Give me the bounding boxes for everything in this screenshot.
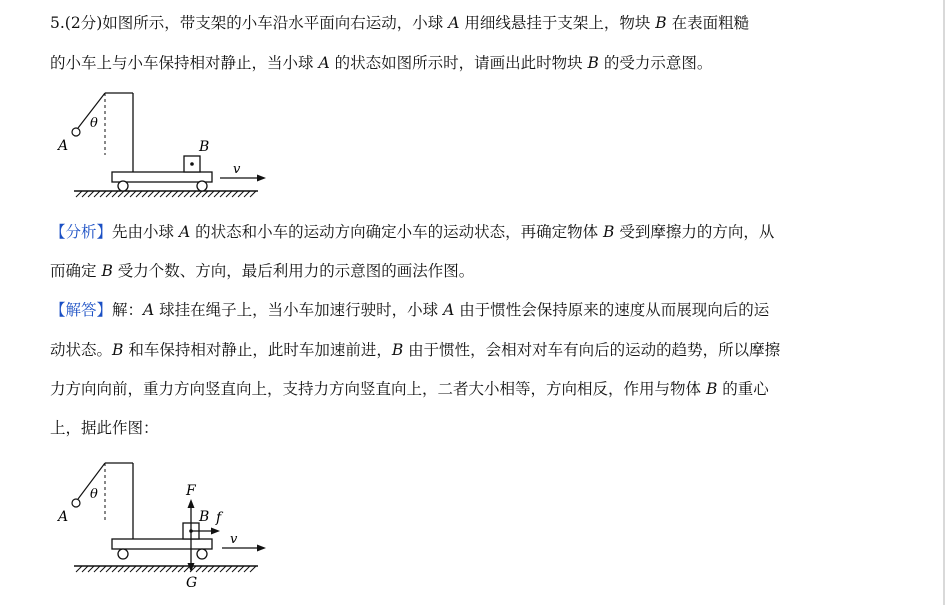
center-of-mass-dot bbox=[190, 162, 194, 166]
gravity-label: G bbox=[186, 575, 198, 591]
cart-wheel bbox=[197, 181, 207, 191]
velocity-arrow bbox=[257, 545, 266, 552]
page-edge bbox=[943, 0, 945, 605]
answer-line-4: 上，据此作图： bbox=[50, 419, 159, 437]
question-points: (2分) bbox=[64, 14, 103, 32]
answer-line-2: 动状态。B 和车保持相对静止，此时车加速前进，B 由于惯性，会相对对车有向后的运动的趋势，所以摩擦 bbox=[50, 341, 781, 359]
analysis-tag: 【分析】 bbox=[50, 223, 113, 241]
analysis-line-1: 【分析】先由小球 A 的状态和小车的运动方向确定小车的运动状态，再确定物体 B 受到摩擦力的方向，从 bbox=[50, 223, 775, 241]
ball-label: A bbox=[58, 138, 69, 154]
velocity-label: v bbox=[233, 162, 241, 177]
question-line-1: 5.(2分)如图所示，带支架的小车沿水平面向右运动，小球 A 用细线悬挂于支架上，物块 B 在表面粗糙 bbox=[50, 14, 750, 32]
ball-label: A bbox=[58, 509, 69, 525]
analysis-line-2: 而确定 B 受力个数、方向，最后利用力的示意图的画法作图。 bbox=[50, 262, 475, 280]
question-figure bbox=[50, 85, 280, 205]
cart-wheel bbox=[118, 549, 128, 559]
answer-figure bbox=[50, 455, 280, 595]
friction-label: f bbox=[216, 510, 222, 526]
question-line-2: 的小车上与小车保持相对静止，当小球 A 的状态如图所示时，请画出此时物块 B 的受力示意图。 bbox=[50, 54, 713, 72]
cart-body bbox=[112, 172, 212, 182]
question-number: 5. bbox=[50, 14, 65, 32]
support-force-label: F bbox=[186, 483, 196, 499]
cart-wheel bbox=[118, 181, 128, 191]
cart-wheel bbox=[197, 549, 207, 559]
support-force-arrow bbox=[188, 499, 195, 508]
block-label: B bbox=[199, 139, 210, 155]
velocity-label: v bbox=[230, 532, 238, 547]
friction-arrow bbox=[211, 528, 220, 535]
ball bbox=[72, 128, 80, 136]
velocity-arrow bbox=[257, 175, 266, 182]
angle-label: θ bbox=[90, 116, 98, 131]
block-label: B bbox=[199, 509, 210, 525]
angle-label: θ bbox=[90, 487, 98, 502]
answer-tag: 【解答】 bbox=[50, 301, 113, 319]
answer-line-1: 【解答】解：A 球挂在绳子上，当小车加速行驶时，小球 A 由于惯性会保持原来的速度从而展现向后的运 bbox=[50, 301, 770, 319]
answer-line-3: 力方向向前，重力方向竖直向上，支持力方向竖直向上，二者大小相等，方向相反，作用与物体 B 的重心 bbox=[50, 380, 769, 398]
ball bbox=[72, 499, 80, 507]
cart-body bbox=[112, 539, 212, 549]
